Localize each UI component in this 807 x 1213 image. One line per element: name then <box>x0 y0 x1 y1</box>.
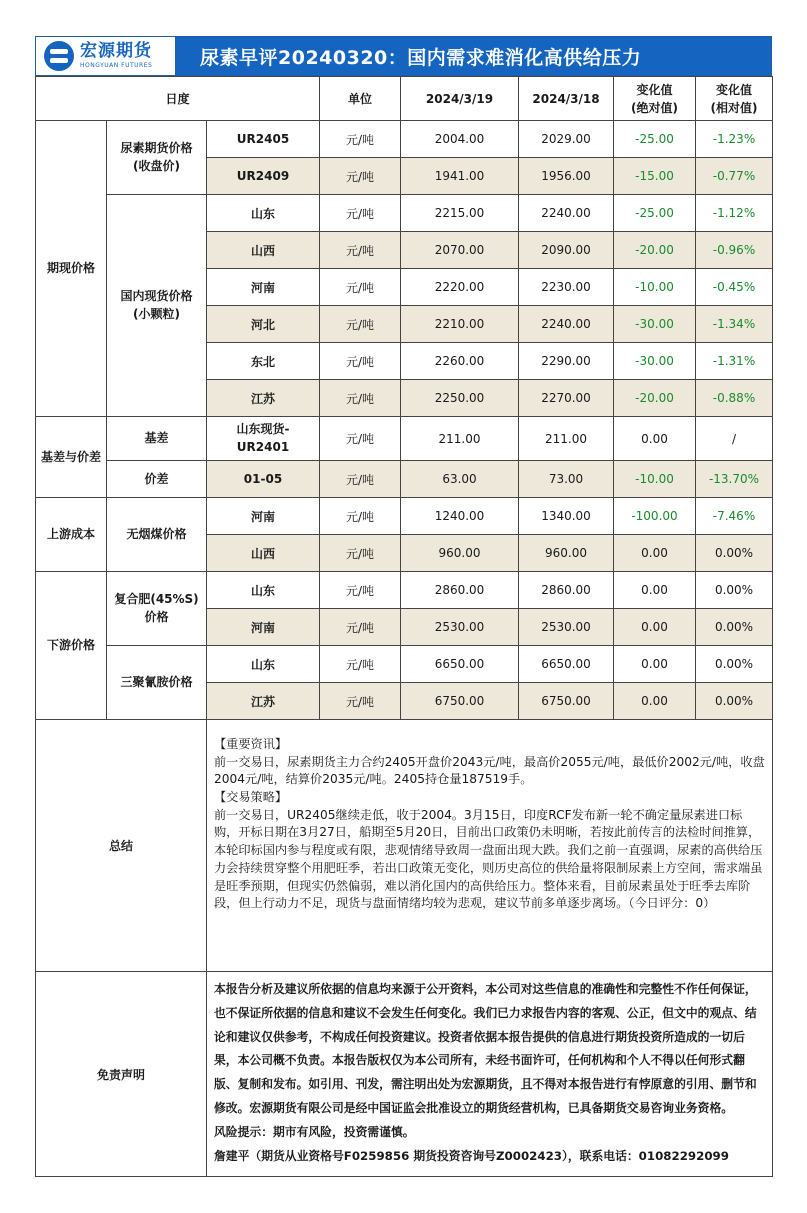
row-label: UR2405 <box>207 121 320 158</box>
subcategory-spread: 价差 <box>107 461 207 498</box>
table-row <box>36 646 773 683</box>
row-d1: 2210.00 <box>401 306 519 343</box>
col-header-d2: 2024/3/18 <box>519 77 614 121</box>
col-header-abs: 变化值 (绝对值) <box>614 77 696 121</box>
row-d2: 211.00 <box>519 417 614 461</box>
row-rel: -7.46% <box>696 498 773 535</box>
logo-en: HONGYUAN FUTURES <box>80 62 153 69</box>
subcategory-fertilizer: 复合肥(45%S) 价格 <box>107 572 207 646</box>
row-d1: 2860.00 <box>401 572 519 609</box>
row-rel: / <box>696 417 773 461</box>
row-d2: 2029.00 <box>519 121 614 158</box>
summary-content <box>207 720 773 972</box>
row-abs: 0.00 <box>614 417 696 461</box>
row-unit: 元/吨 <box>320 609 401 646</box>
subcategory-futures: 尿素期货价格 (收盘价) <box>107 121 207 195</box>
row-d1: 1240.00 <box>401 498 519 535</box>
row-abs: -25.00 <box>614 121 696 158</box>
col-header-rel: 变化值 (相对值) <box>696 77 773 121</box>
row-abs: 0.00 <box>614 683 696 720</box>
table-row <box>36 461 773 498</box>
row-rel: 0.00% <box>696 572 773 609</box>
row-abs: 0.00 <box>614 646 696 683</box>
row-abs: -25.00 <box>614 195 696 232</box>
row-d2: 2230.00 <box>519 269 614 306</box>
row-d2: 2240.00 <box>519 195 614 232</box>
row-rel: 0.00% <box>696 535 773 572</box>
table-row <box>36 417 773 461</box>
row-abs: -30.00 <box>614 306 696 343</box>
row-unit: 元/吨 <box>320 121 401 158</box>
category-futures-spot: 期现价格 <box>36 121 107 417</box>
row-d2: 2240.00 <box>519 306 614 343</box>
row-label: 河南 <box>207 609 320 646</box>
strategy-text: 前一交易日，UR2405继续走低，收于2004。3月15日，印度RCF发布新一轮不确定量尿素进口标购，开标日期在3月27日，船期至5月20日，目前出口政策仍未明晰，若按此前传言的法检时间推算，本轮印标国内参与程度或有限，悲观情绪导致周一盘面出现大跌。我们之前一直强调，尿素的高供给压力会持续贯穿整个用肥旺季，若出口政策无变化，则历史高位的供给量将限制尿素上方空间，需求端虽是旺季预期，但现实仍然偏弱，难以消化国内的高供给压力。整体来看，目前尿素虽处于旺季去库阶段，但上行动力不足，现货与盘面情绪均较为悲观，建议节前多单逐步离场。（今日评分：0） <box>214 807 763 911</box>
row-rel: -0.96% <box>696 232 773 269</box>
table-row <box>36 195 773 232</box>
row-label: UR2409 <box>207 158 320 195</box>
strategy-heading: 【交易策略】 <box>214 790 288 805</box>
row-d1: 2215.00 <box>401 195 519 232</box>
row-abs: -100.00 <box>614 498 696 535</box>
row-abs: -10.00 <box>614 269 696 306</box>
col-header-d1: 2024/3/19 <box>401 77 519 121</box>
row-unit: 元/吨 <box>320 683 401 720</box>
row-unit: 元/吨 <box>320 158 401 195</box>
row-d2: 2270.00 <box>519 380 614 417</box>
row-d2: 73.00 <box>519 461 614 498</box>
row-rel: 0.00% <box>696 683 773 720</box>
row-label: 河南 <box>207 269 320 306</box>
logo-cn: 宏源期货 <box>80 41 152 61</box>
risk-notice: 风险提示：期市有风险，投资需谨慎。 <box>214 1124 415 1139</box>
row-abs: 0.00 <box>614 609 696 646</box>
table-row <box>36 121 773 158</box>
subcategory-basis: 基差 <box>107 417 207 461</box>
row-d1: 2260.00 <box>401 343 519 380</box>
row-abs: -30.00 <box>614 343 696 380</box>
row-d1: 2250.00 <box>401 380 519 417</box>
report-title: 尿素早评20240320：国内需求难消化高供给压力 <box>176 37 771 75</box>
news-text: 前一交易日，尿素期货主力合约2405开盘价2043元/吨，最高价2055元/吨，最低价2002元/吨，收盘2004元/吨，结算价2035元/吨。2405持仓量187519手。 <box>214 754 765 787</box>
disclaimer-text: 本报告分析及建议所依据的信息均来源于公开资料，本公司对这些信息的准确性和完整性不作任何保证，也不保证所依据的信息和建议不会发生任何变化。我们已力求报告内容的客观、公正，但文中的观点、结论和建议仅供参考，不构成任何投资建议。投资者依据本报告提供的信息进行期货投资所造成的一切后果，本公司概不负责。本报告版权仅为本公司所有，未经书面许可，任何机构和个人不得以任何形式翻版、复制和发布。如引用、刊发，需注明出处为宏源期货，且不得对本报告进行有悖原意的引用、删节和修改。宏源期货有限公司是经中国证监会批准设立的期货经营机构，已具备期货交易咨询业务资格。 <box>214 982 757 1116</box>
category-upstream: 上游成本 <box>36 498 107 572</box>
row-d2: 960.00 <box>519 535 614 572</box>
disclaimer-label: 免责声明 <box>36 972 207 1177</box>
row-abs: -10.00 <box>614 461 696 498</box>
subcategory-spot: 国内现货价格 (小颗粒) <box>107 195 207 417</box>
row-unit: 元/吨 <box>320 646 401 683</box>
row-d1: 6650.00 <box>401 646 519 683</box>
row-abs: -20.00 <box>614 380 696 417</box>
row-unit: 元/吨 <box>320 195 401 232</box>
row-rel: -0.77% <box>696 158 773 195</box>
row-abs: -20.00 <box>614 232 696 269</box>
col-header-date: 日度 <box>36 77 320 121</box>
row-d1: 2530.00 <box>401 609 519 646</box>
row-label: 山东现货- UR2401 <box>207 417 320 461</box>
row-unit: 元/吨 <box>320 461 401 498</box>
row-d2: 1340.00 <box>519 498 614 535</box>
row-rel: -13.70% <box>696 461 773 498</box>
row-d1: 63.00 <box>401 461 519 498</box>
row-d1: 211.00 <box>401 417 519 461</box>
row-d1: 960.00 <box>401 535 519 572</box>
subcategory-melamine: 三聚氰胺价格 <box>107 646 207 720</box>
row-label: 01-05 <box>207 461 320 498</box>
row-d1: 2004.00 <box>401 121 519 158</box>
row-unit: 元/吨 <box>320 535 401 572</box>
table-header-row <box>36 77 773 121</box>
row-label: 山西 <box>207 535 320 572</box>
row-unit: 元/吨 <box>320 232 401 269</box>
row-rel: -1.23% <box>696 121 773 158</box>
row-d2: 2530.00 <box>519 609 614 646</box>
price-table <box>35 76 773 1177</box>
row-rel: 0.00% <box>696 609 773 646</box>
row-unit: 元/吨 <box>320 343 401 380</box>
subcategory-coal: 无烟煤价格 <box>107 498 207 572</box>
company-logo <box>36 37 176 75</box>
row-label: 河南 <box>207 498 320 535</box>
row-d1: 2220.00 <box>401 269 519 306</box>
row-rel: -1.31% <box>696 343 773 380</box>
row-abs: -15.00 <box>614 158 696 195</box>
row-abs: 0.00 <box>614 572 696 609</box>
row-label: 山西 <box>207 232 320 269</box>
analyst-contact: 詹建平（期货从业资格号F0259856 期货投资咨询号Z0002423），联系电话：01082292099 <box>214 1148 729 1163</box>
row-d2: 6650.00 <box>519 646 614 683</box>
row-rel: -0.45% <box>696 269 773 306</box>
row-d2: 2090.00 <box>519 232 614 269</box>
row-rel: -1.34% <box>696 306 773 343</box>
summary-label: 总结 <box>36 720 207 972</box>
col-header-unit: 单位 <box>320 77 401 121</box>
report-page <box>35 36 772 1177</box>
row-label: 河北 <box>207 306 320 343</box>
row-label: 江苏 <box>207 683 320 720</box>
row-label: 山东 <box>207 572 320 609</box>
row-d2: 1956.00 <box>519 158 614 195</box>
row-rel: -0.88% <box>696 380 773 417</box>
row-unit: 元/吨 <box>320 572 401 609</box>
table-row <box>36 498 773 535</box>
row-unit: 元/吨 <box>320 498 401 535</box>
category-downstream: 下游价格 <box>36 572 107 720</box>
row-rel: -1.12% <box>696 195 773 232</box>
row-label: 山东 <box>207 646 320 683</box>
disclaimer-row <box>36 972 773 1177</box>
row-unit: 元/吨 <box>320 306 401 343</box>
row-d1: 1941.00 <box>401 158 519 195</box>
row-rel: 0.00% <box>696 646 773 683</box>
row-d2: 2290.00 <box>519 343 614 380</box>
row-d1: 2070.00 <box>401 232 519 269</box>
row-d2: 2860.00 <box>519 572 614 609</box>
row-label: 山东 <box>207 195 320 232</box>
news-heading: 【重要资讯】 <box>214 737 288 751</box>
row-abs: 0.00 <box>614 535 696 572</box>
row-d2: 6750.00 <box>519 683 614 720</box>
row-unit: 元/吨 <box>320 417 401 461</box>
row-unit: 元/吨 <box>320 269 401 306</box>
category-basis: 基差与价差 <box>36 417 107 498</box>
table-row <box>36 572 773 609</box>
summary-row <box>36 720 773 972</box>
row-d1: 6750.00 <box>401 683 519 720</box>
row-label: 江苏 <box>207 380 320 417</box>
logo-mark-icon <box>44 41 74 71</box>
report-header <box>35 36 772 76</box>
row-unit: 元/吨 <box>320 380 401 417</box>
disclaimer-content <box>207 972 773 1177</box>
row-label: 东北 <box>207 343 320 380</box>
